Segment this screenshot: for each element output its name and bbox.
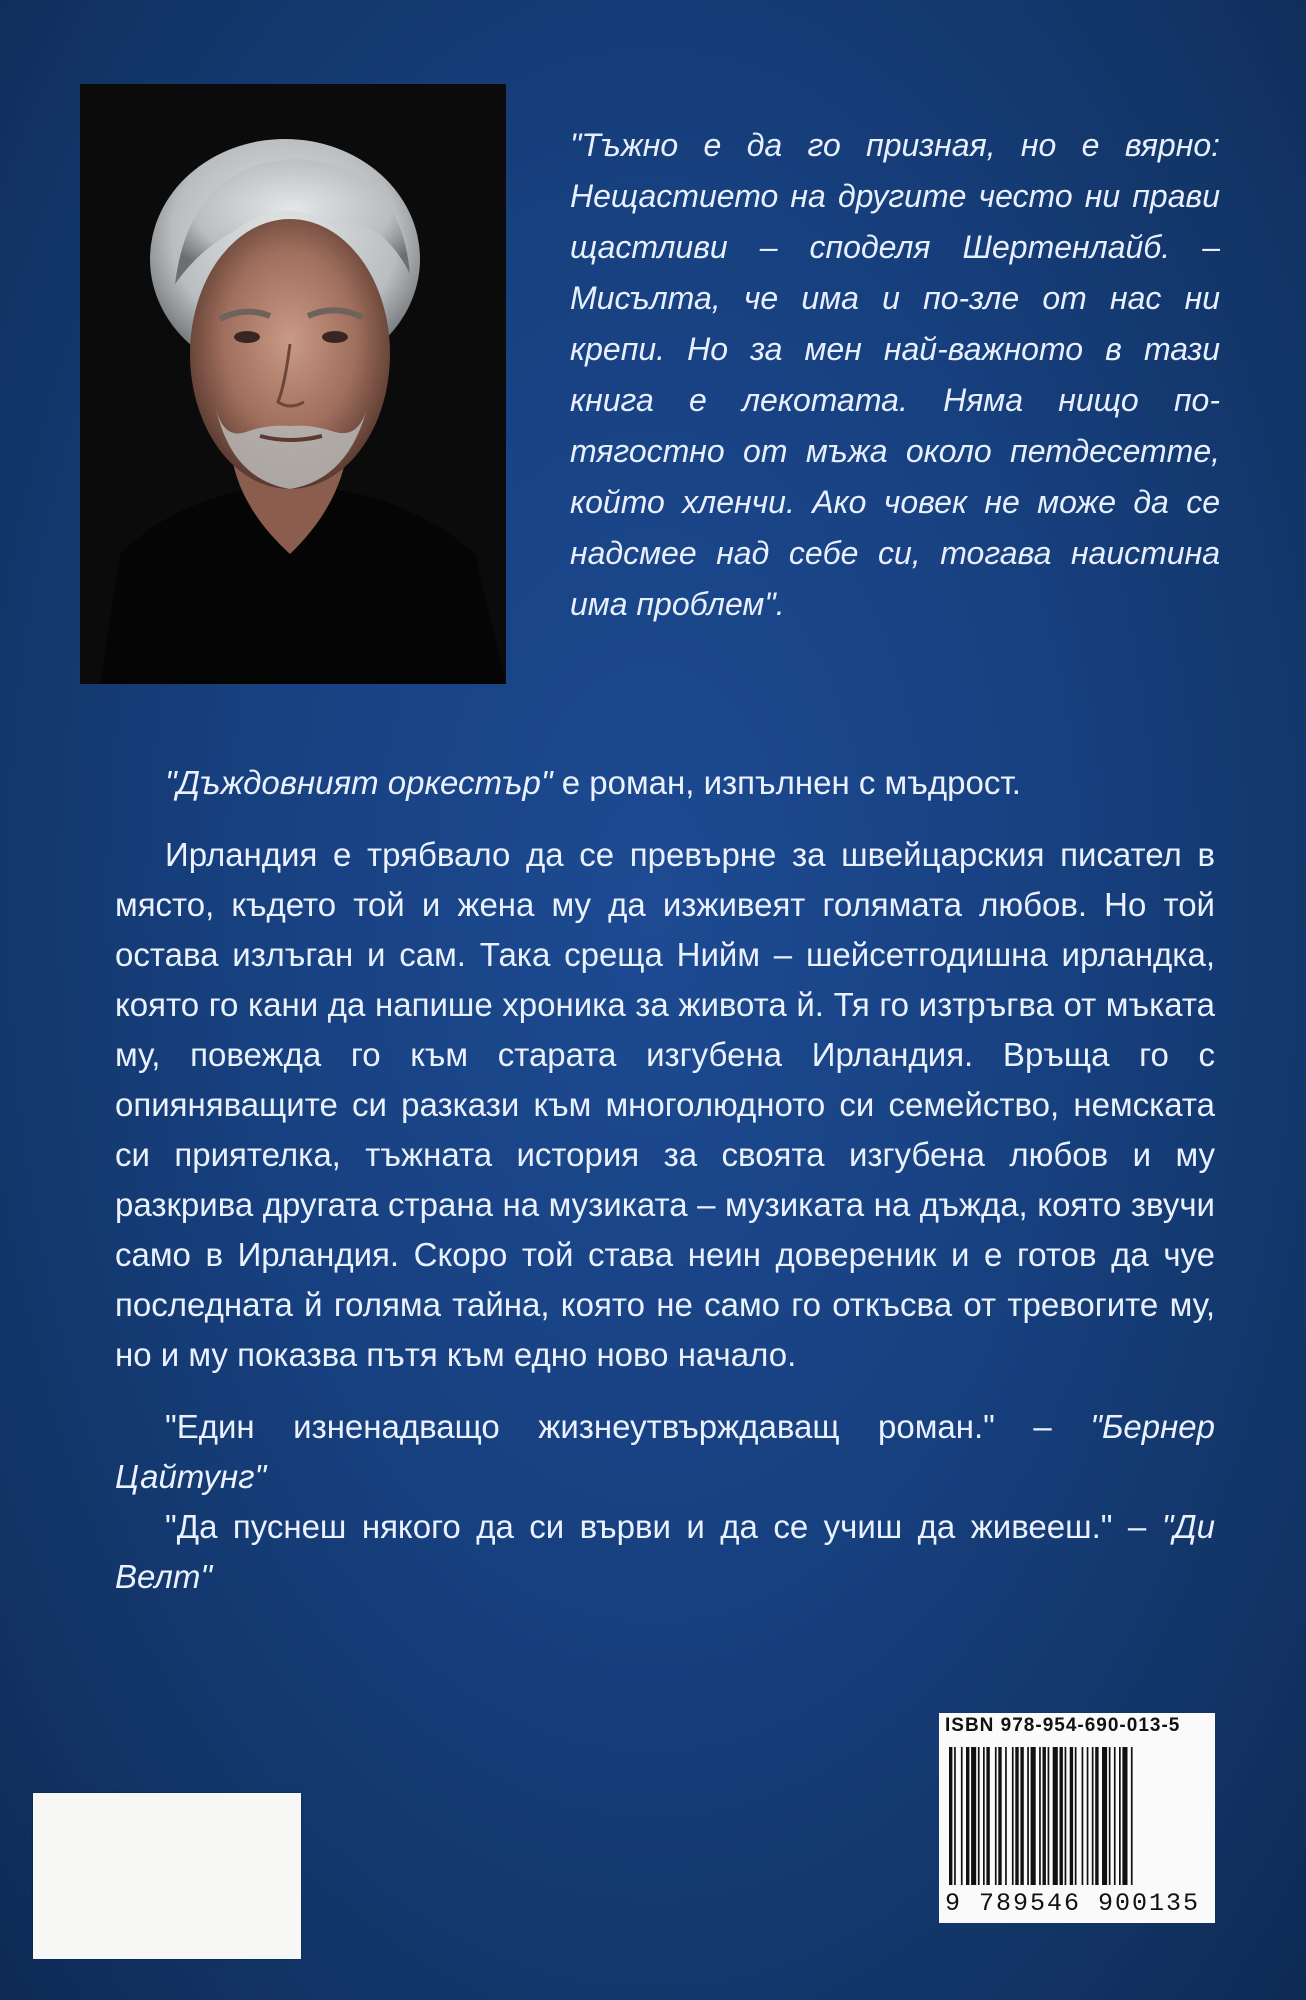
barcode-bar bbox=[1102, 1747, 1107, 1885]
barcode-bar bbox=[1070, 1747, 1073, 1885]
barcode-bar bbox=[954, 1747, 956, 1885]
barcode-bar bbox=[1039, 1747, 1041, 1885]
barcode-bar bbox=[986, 1747, 989, 1885]
barcode-bar bbox=[1031, 1747, 1036, 1885]
barcode-bar bbox=[1027, 1747, 1029, 1885]
book-description bbox=[115, 758, 1215, 1602]
barcode-bar bbox=[1005, 1747, 1007, 1885]
review-1-quote: "Един изненадващо жизнеутвърждаващ роман." – bbox=[165, 1408, 1091, 1445]
barcode-bar bbox=[1114, 1747, 1116, 1885]
barcode-bar bbox=[1043, 1747, 1046, 1885]
book-title: "Дъждовният оркестър" bbox=[165, 764, 553, 801]
isbn-barcode-box bbox=[939, 1713, 1215, 1923]
barcode-bar bbox=[1012, 1747, 1014, 1885]
barcode-bar bbox=[1131, 1747, 1133, 1885]
description-paragraph: Ирландия е трябвало да се превърне за швейцарския писател в място, където той и жена му да изживеят голямата любов. Но той остава излъган и сам. Така среща Нийм – шейсетгодишна ирландка, която го кани да напише хроника за живота й. Тя го изтръгва от мъката му, повежда го към старата изгубена Ирландия. Връща го с опияняващите си разкази към многолюдното си семейство, немската си приятелка, тъжната история за своята изгубена любов и му разкрива другата страна на музиката – музиката на дъжда, която звучи само в Ирландия. Скоро той става неин довереник и е готов да чуе последната й голяма тайна, която не само го откъсва от тревогите му, но и му показва пътя към едно ново начало. bbox=[115, 836, 1215, 1373]
intro-line bbox=[115, 758, 1215, 808]
intro-text: е роман, изпълнен с мъдрост. bbox=[552, 764, 1021, 801]
barcode-bar bbox=[978, 1747, 980, 1885]
barcode-image bbox=[949, 1747, 1205, 1885]
review-2-source: "Ди Велт" bbox=[115, 1508, 1215, 1595]
review-1 bbox=[115, 1402, 1215, 1502]
barcode-bar bbox=[1075, 1747, 1077, 1885]
author-quote: "Тъжно е да го призная, но е вярно: Нещастието на другите често ни прави щастливи – споделя Шертенлайб. – Мисълта, че има и по-зле от нас ни крепи. Но за мен най-важното в тази книга е лекотата. Няма нищо по-тягостно от мъжа около петдесетте, който хленчи. Ако човек не може да се надсмее над себе си, тогава наистина има проблем". bbox=[570, 127, 1220, 622]
barcode-bar bbox=[1092, 1747, 1094, 1885]
review-2 bbox=[115, 1502, 1215, 1602]
barcode-bar bbox=[1082, 1747, 1084, 1885]
barcode-bar bbox=[1109, 1747, 1111, 1885]
barcode-bar bbox=[1048, 1747, 1050, 1885]
barcode-bar bbox=[966, 1747, 969, 1885]
barcode-bar bbox=[1053, 1747, 1058, 1885]
isbn-label: ISBN 978-954-690-013-5 bbox=[945, 1715, 1181, 1736]
barcode-bar bbox=[961, 1747, 963, 1885]
barcode-bar bbox=[971, 1747, 976, 1885]
barcode-bar bbox=[983, 1747, 985, 1885]
review-1-source: "Бернер Цайтунг" bbox=[115, 1408, 1215, 1495]
barcode-bar bbox=[1087, 1747, 1089, 1885]
barcode-bar bbox=[1020, 1747, 1023, 1885]
barcode-bar bbox=[1095, 1747, 1098, 1885]
barcode-bar bbox=[1119, 1747, 1121, 1885]
barcode-bar bbox=[998, 1747, 1001, 1885]
barcode-bar bbox=[1065, 1747, 1067, 1885]
barcode-bar bbox=[1060, 1747, 1063, 1885]
barcode-bar bbox=[1122, 1747, 1127, 1885]
barcode-bar bbox=[1015, 1747, 1018, 1885]
author-portrait-image bbox=[80, 84, 506, 684]
review-2-quote: "Да пуснеш някого да си върви и да се учиш да живееш." – bbox=[165, 1508, 1162, 1545]
barcode-bar bbox=[995, 1747, 997, 1885]
price-sticker bbox=[33, 1793, 301, 1959]
author-photo bbox=[80, 84, 506, 684]
isbn-digits: 9 789546 900135 bbox=[945, 1889, 1201, 1918]
barcode-bar bbox=[949, 1747, 952, 1885]
